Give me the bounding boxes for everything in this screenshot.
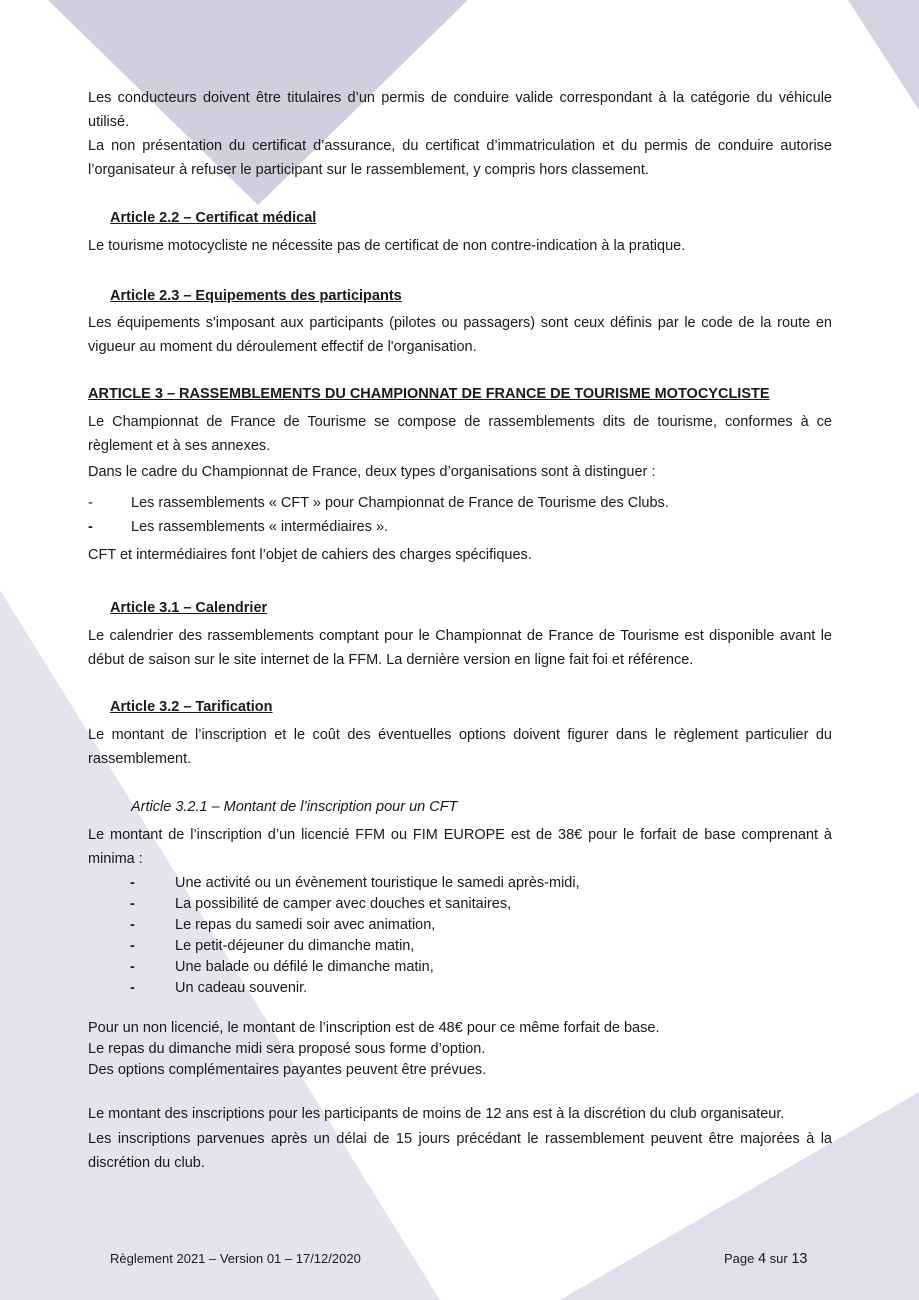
paragraph-tarification: Le montant de l’inscription et le coût des éventuelles options doivent figurer dans le règlement particulier du rassemblement. [88,727,832,767]
paragraph-certificat: Le tourisme motocycliste ne nécessite pas de certificat de non contre-indication à la pratique. [88,238,686,254]
line-non-licencie: Pour un non licencié, le montant de l’inscription est de 48€ pour ce même forfait de base. [88,1020,660,1036]
dash-marker: - [130,917,135,933]
paragraph-championnat: Le Championnat de France de Tourisme se compose de rassemblements dits de tourisme, conformes à ce règlement et à ses annexes. [88,414,832,454]
paragraph-cahiers: CFT et intermédiaires font l’objet de cahiers des charges spécifiques. [88,547,532,563]
page-prefix: Page [724,1251,758,1266]
forfait-item-text: Une balade ou défilé le dimanche matin, [175,959,434,975]
heading-article-3-1: Article 3.1 – Calendrier [110,600,268,616]
paragraph-permis: Les conducteurs doivent être titulaires d’un permis de conduire valide correspondant à la catégorie du véhicule utilisé. [88,90,832,130]
dash-marker: - [88,519,93,535]
dash-marker: - [130,959,135,975]
paragraph-calendrier: Le calendrier des rassemblements comptant pour le Championnat de France de Tourisme est disponible avant le début de saison sur le site internet de la FFM. La dernière version en ligne fait foi et référence. [88,628,832,668]
heading-article-2-3: Article 2.3 – Equipements des participants [110,288,402,304]
list-item-text: Les rassemblements « CFT » pour Championnat de France de Tourisme des Clubs. [131,495,669,511]
dash-marker: - [130,875,135,891]
forfait-item-text: La possibilité de camper avec douches et sanitaires, [175,896,512,912]
forfait-item-text: Un cadeau souvenir. [175,980,308,996]
paragraph-montant: Le montant de l’inscription d’un licencié FFM ou FIM EUROPE est de 38€ pour le forfait de base comprenant à minima : [88,827,832,867]
dash-marker: - [130,938,135,954]
forfait-item-text: Le petit-déjeuner du dimanche matin, [175,938,415,954]
forfait-item-text: Une activité ou un évènement touristique le samedi après-midi, [175,875,580,891]
list-item-text: Les rassemblements « intermédiaires ». [131,519,389,535]
dash-marker: - [88,495,93,511]
page-total: 13 [791,1251,808,1267]
heading-article-3-2: Article 3.2 – Tarification [110,699,273,715]
paragraph-types: Dans le cadre du Championnat de France, deux types d’organisations sont à distinguer : [88,464,656,480]
dash-marker: - [130,896,135,912]
heading-article-3: ARTICLE 3 – RASSEMBLEMENTS DU CHAMPIONNAT DE FRANCE DE TOURISME MOTOCYCLISTE [88,386,770,402]
page-current: 4 [757,1251,767,1267]
paragraph-non-presentation: La non présentation du certificat d’assurance, du certificat d’immatriculation et du permis de conduire autorise l’organisateur à refuser le participant sur le rassemblement, y compris hors classement. [88,138,832,178]
paragraph-equipements: Les équipements s'imposant aux participants (pilotes ou passagers) sont ceux définis par le code de la route en vigueur au moment du déroulement effectif de l'organisation. [88,315,832,355]
paragraph-moins-12-ans: Le montant des inscriptions pour les participants de moins de 12 ans est à la discrétion du club organisateur. [88,1106,785,1122]
footer-page-number [724,1250,808,1268]
footer-version: Règlement 2021 – Version 01 – 17/12/2020 [110,1251,361,1266]
dash-marker: - [130,980,135,996]
line-repas-dimanche: Le repas du dimanche midi sera proposé sous forme d’option. [88,1041,486,1057]
paragraph-majoration: Les inscriptions parvenues après un délai de 15 jours précédant le rassemblement peuvent être majorées à la discrétion du club. [88,1131,832,1171]
heading-article-2-2: Article 2.2 – Certificat médical [110,210,317,226]
heading-article-3-2-1: Article 3.2.1 – Montant de l’inscription pour un CFT [131,799,458,815]
forfait-item-text: Le repas du samedi soir avec animation, [175,917,436,933]
line-options: Des options complémentaires payantes peuvent être prévues. [88,1062,487,1078]
page-mid: sur [766,1251,792,1266]
